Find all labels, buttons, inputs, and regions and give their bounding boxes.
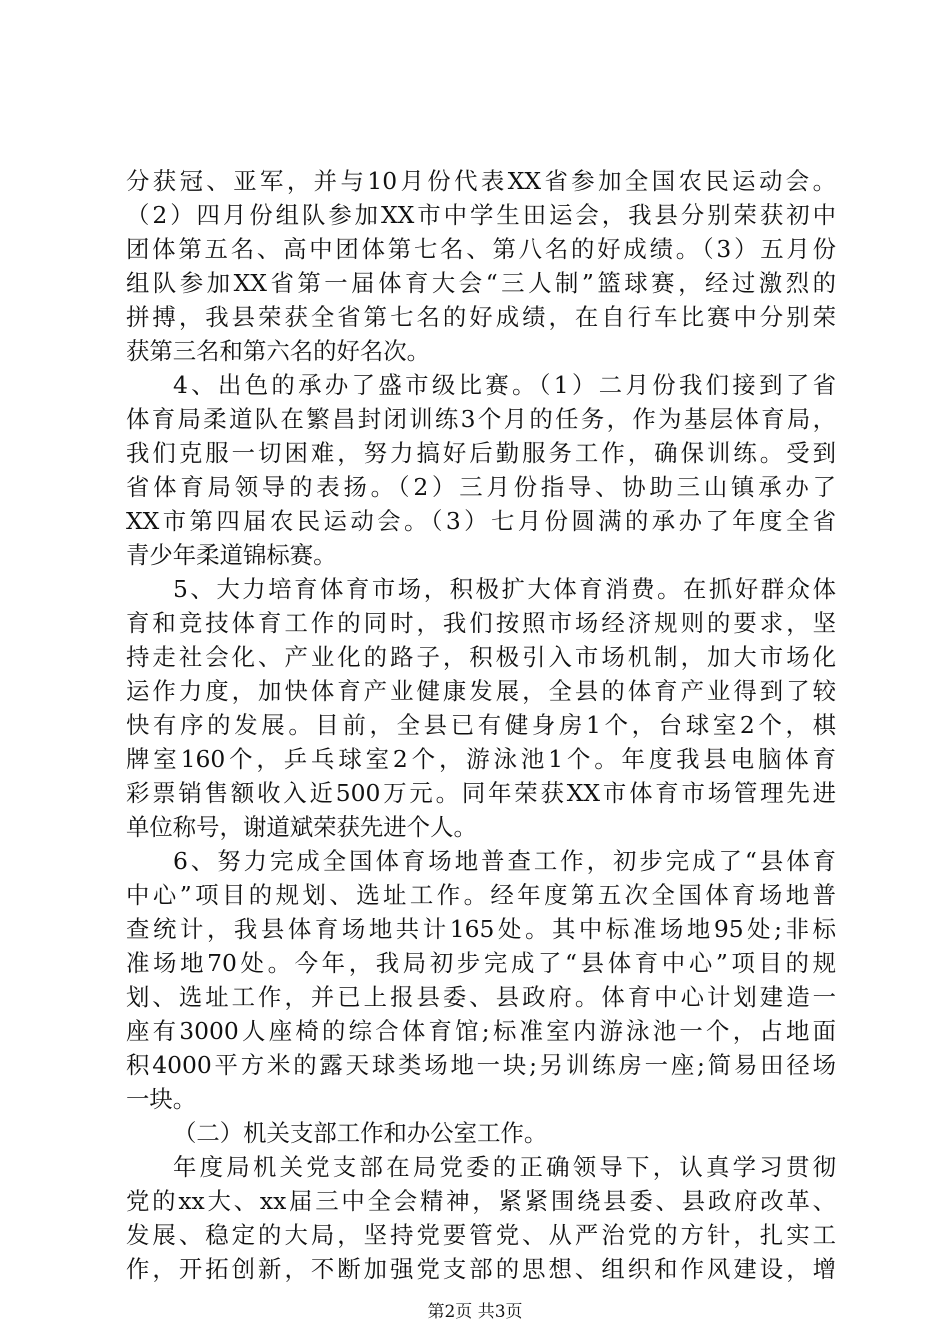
- paragraph-start-line: 4、出色的承办了盛市级比赛。（1）二月份我们接到了省: [173, 371, 836, 399]
- paragraph-start-line: 6、努力完成全国体育场地普查工作，初步完成了“县体育: [173, 847, 836, 875]
- section-heading: （二）机关支部工作和办公室工作。: [173, 1119, 548, 1147]
- text-line: XX市第四届农民运动会。（3）七月份圆满的承办了年度全省: [126, 507, 836, 535]
- text-line: 积4000平方米的露天球类场地一块;另训练房一座;简易田径场: [126, 1051, 836, 1079]
- text-line: 省体育局领导的表扬。（2）三月份指导、协助三山镇承办了: [126, 473, 836, 501]
- text-line: 组队参加XX省第一届体育大会“三人制”篮球赛，经过激烈的: [126, 269, 836, 297]
- text-line: 团体第五名、高中团体第七名、第八名的好成绩。（3）五月份: [126, 235, 836, 263]
- text-line: 获第三名和第六名的好名次。: [126, 337, 431, 365]
- text-line: 牌室160个，乒乓球室2个，游泳池1个。年度我县电脑体育: [126, 745, 836, 773]
- text-line: 划、选址工作，并已上报县委、县政府。体育中心计划建造一: [126, 983, 836, 1011]
- text-line: 青少年柔道锦标赛。: [126, 541, 337, 569]
- text-line: 拼搏，我县荣获全省第七名的好成绩，在自行车比赛中分别荣: [126, 303, 836, 331]
- page-footer: [0, 1297, 950, 1322]
- text-line: 中心”项目的规划、选址工作。经年度第五次全国体育场地普: [126, 881, 836, 909]
- text-line: 快有序的发展。目前，全县已有健身房1个，台球室2个，棋: [126, 711, 836, 739]
- text-line: 体育局柔道队在繁昌封闭训练3个月的任务，作为基层体育局，: [126, 405, 836, 433]
- text-line: 彩票销售额收入近500万元。同年荣获XX市体育市场管理先进: [126, 779, 836, 807]
- text-line: 查统计，我县体育场地共计165处。其中标准场地95处;非标: [126, 915, 836, 943]
- text-line: 单位称号，谢道斌荣获先进个人。: [126, 813, 477, 841]
- text-line: 座有3000人座椅的综合体育馆;标准室内游泳池一个，占地面: [126, 1017, 836, 1045]
- text-line: 作，开拓创新，不断加强党支部的思想、组织和作风建设，增: [126, 1255, 836, 1283]
- paragraph-start-line: 5、大力培育体育市场，积极扩大体育消费。在抓好群众体: [173, 575, 836, 603]
- paragraph-start-line: 年度局机关党支部在局党委的正确领导下，认真学习贯彻: [173, 1153, 836, 1181]
- text-line: 准场地70处。今年，我局初步完成了“县体育中心”项目的规: [126, 949, 836, 977]
- text-line: 育和竞技体育工作的同时，我们按照市场经济规则的要求，坚: [126, 609, 836, 637]
- text-line: 我们克服一切困难，努力搞好后勤服务工作，确保训练。受到: [126, 439, 836, 467]
- text-line: 分获冠、亚军，并与10月份代表XX省参加全国农民运动会。: [126, 167, 836, 195]
- page-number-label: 第2页 共3页: [427, 1302, 523, 1322]
- text-line: 运作力度，加快体育产业健康发展，全县的体育产业得到了较: [126, 677, 836, 705]
- text-line: 发展、稳定的大局，坚持党要管党、从严治党的方针，扎实工: [126, 1221, 836, 1249]
- text-line: 持走社会化、产业化的路子，积极引入市场机制，加大市场化: [126, 643, 836, 671]
- document-body: [126, 164, 836, 1286]
- text-line: （2）四月份组队参加XX市中学生田运会，我县分别荣获初中: [126, 201, 836, 229]
- text-line: 一块。: [126, 1085, 197, 1113]
- text-line: 党的xx大、xx届三中全会精神，紧紧围绕县委、县政府改革、: [126, 1187, 836, 1215]
